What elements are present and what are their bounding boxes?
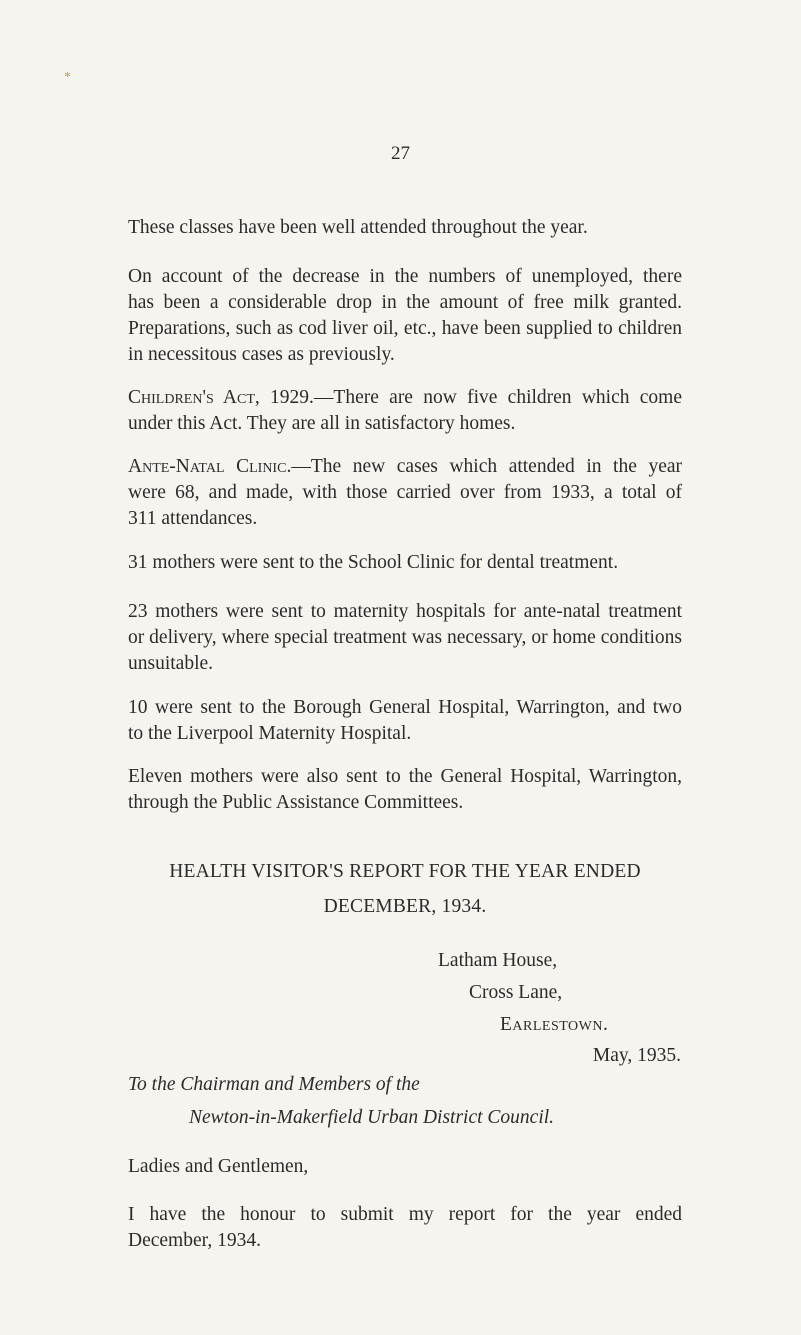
text-line: to the Liverpool Maternity Hospital.: [128, 723, 412, 744]
text-line: Preparations, such as cod liver oil, etc., have been supplied to children: [128, 318, 682, 339]
paragraph-free-milk: [128, 264, 682, 368]
paragraph-childrens-act: [128, 385, 682, 437]
text-line: .—The new cases which attended in the year: [286, 456, 683, 477]
text-line: through the Public Assistance Committees.: [128, 792, 464, 813]
address-line: Earlestown.: [500, 1014, 609, 1035]
text-line: has been a considerable drop in the amount of free milk granted.: [128, 292, 682, 313]
paragraph-closing: [128, 1202, 682, 1254]
report-heading-line: HEALTH VISITOR'S REPORT FOR THE YEAR ENDED: [169, 861, 641, 882]
section-title-ante-natal-clinic: Ante-Natal Clinic: [128, 456, 287, 477]
text-line: I have the honour to submit my report for the year ended: [128, 1204, 682, 1225]
text-line: in necessitous cases as previously.: [128, 344, 395, 365]
text-line: 23 mothers were sent to maternity hospitals for ante-natal treatment: [128, 601, 682, 622]
recipient-line: To the Chairman and Members of the: [128, 1074, 420, 1095]
page-mark: *: [64, 70, 71, 85]
text-line: or delivery, where special treatment was necessary, or home conditions: [128, 627, 682, 648]
page-number: 27: [391, 143, 410, 164]
text-line: 311 attendances.: [128, 508, 258, 529]
report-heading-line: DECEMBER, 1934.: [323, 896, 487, 917]
section-title-childrens-act: Children's Act: [128, 387, 255, 408]
text-line: under this Act. They are all in satisfactory homes.: [128, 413, 516, 434]
text-line: These classes have been well attended throughout the year.: [128, 217, 588, 238]
text-line: , 1929.—There are now five children which come: [254, 387, 682, 408]
text-line: unsuitable.: [128, 653, 214, 674]
paragraph-dental-treatment: [128, 550, 682, 576]
paragraph-ante-natal-clinic: [128, 454, 682, 532]
text-line: 31 mothers were sent to the School Clinic for dental treatment.: [128, 552, 619, 573]
address-line: Latham House,: [438, 950, 558, 971]
report-heading: [128, 858, 682, 920]
paragraph-general-hospital: [128, 764, 682, 816]
text-line: 10 were sent to the Borough General Hospital, Warrington, and two: [128, 697, 682, 718]
paragraph-borough-hospital: [128, 695, 682, 747]
paragraph-maternity-hospitals: [128, 599, 682, 677]
text-line: On account of the decrease in the numbers of unemployed, there: [128, 266, 682, 287]
address-line: Cross Lane,: [469, 982, 563, 1003]
recipient-line: Newton-in-Makerfield Urban District Council.: [189, 1107, 555, 1128]
text-line: December, 1934.: [128, 1230, 261, 1251]
letter-date: May, 1935.: [592, 1045, 681, 1066]
text-line: Eleven mothers were also sent to the General Hospital, Warrington,: [128, 766, 682, 787]
text-line: were 68, and made, with those carried over from 1933, a total of: [128, 482, 682, 503]
paragraph-classes-attended: [128, 215, 682, 241]
greeting: Ladies and Gentlemen,: [128, 1156, 309, 1177]
